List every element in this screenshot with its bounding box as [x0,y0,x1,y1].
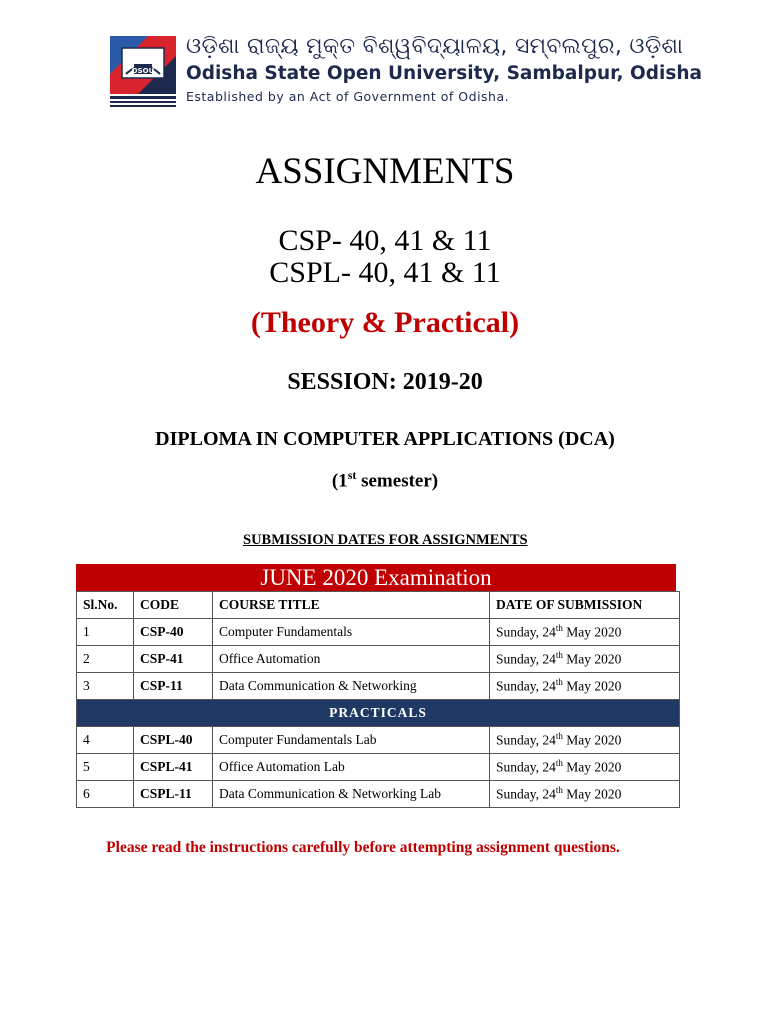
row-sl: 6 [77,781,134,808]
subtitle: (Theory & Practical) [250,306,520,339]
logo-lettering: OSOU [131,67,155,75]
session: SESSION: 2019-20 [287,369,483,395]
row-date: Sunday, 24th May 2020 [490,673,680,700]
programme-name: DIPLOMA IN COMPUTER APPLICATIONS (DCA) [155,428,615,450]
university-name: Odisha State Open University, Sambalpur, Odisha [186,63,702,84]
header-sl: Sl.No. [77,592,134,619]
row-sl: 2 [77,646,134,673]
row-code: CSPL-40 [134,727,213,754]
row-sl: 5 [77,754,134,781]
row-date: Sunday, 24th May 2020 [490,754,680,781]
row-sl: 4 [77,727,134,754]
exam-banner: JUNE 2020 Examination [76,564,676,591]
row-code: CSP-11 [134,673,213,700]
submission-table [76,591,680,808]
page-title: ASSIGNMENTS [255,151,515,192]
semester: (1st semester) [331,468,439,492]
row-code: CSPL-11 [134,781,213,808]
header-title: COURSE TITLE [213,592,490,619]
submission-heading: SUBMISSION DATES FOR ASSIGNMENTS [243,532,528,548]
practicals-divider [77,700,680,727]
row-title: Computer Fundamentals Lab [213,727,490,754]
row-date: Sunday, 24th May 2020 [490,646,680,673]
course-codes-practical: CSPL- 40, 41 & 11 [269,256,501,289]
row-sl: 3 [77,673,134,700]
established-note: Established by an Act of Government of Odisha. [186,89,510,104]
row-title: Office Automation [213,646,490,673]
row-date: Sunday, 24th May 2020 [490,781,680,808]
row-code: CSP-40 [134,619,213,646]
row-title: Data Communication & Networking [213,673,490,700]
table-row [77,727,680,754]
practicals-label: PRACTICALS [77,700,680,727]
row-date: Sunday, 24th May 2020 [490,619,680,646]
row-sl: 1 [77,619,134,646]
course-codes-theory: CSP- 40, 41 & 11 [278,224,492,257]
row-title: Computer Fundamentals [213,619,490,646]
row-code: CSP-41 [134,646,213,673]
table-row [77,754,680,781]
university-name-odia: ଓଡ଼ିଶା ରାଜ୍ୟ ମୁକ୍ତ ବିଶ୍ୱବିଦ୍ୟାଳୟ, ସମ୍ବଲପୁର, ଓଡ଼ିଶା [186,34,684,59]
table-row [77,646,680,673]
row-code: CSPL-41 [134,754,213,781]
header-date: DATE OF SUBMISSION [490,592,680,619]
table-header-row [77,592,680,619]
osou-logo [108,34,178,108]
row-date: Sunday, 24th May 2020 [490,727,680,754]
table-row [77,673,680,700]
instructions-notice: Please read the instructions carefully before attempting assignment questions. [106,839,620,856]
header-code: CODE [134,592,213,619]
row-title: Office Automation Lab [213,754,490,781]
table-row [77,619,680,646]
table-row [77,781,680,808]
row-title: Data Communication & Networking Lab [213,781,490,808]
